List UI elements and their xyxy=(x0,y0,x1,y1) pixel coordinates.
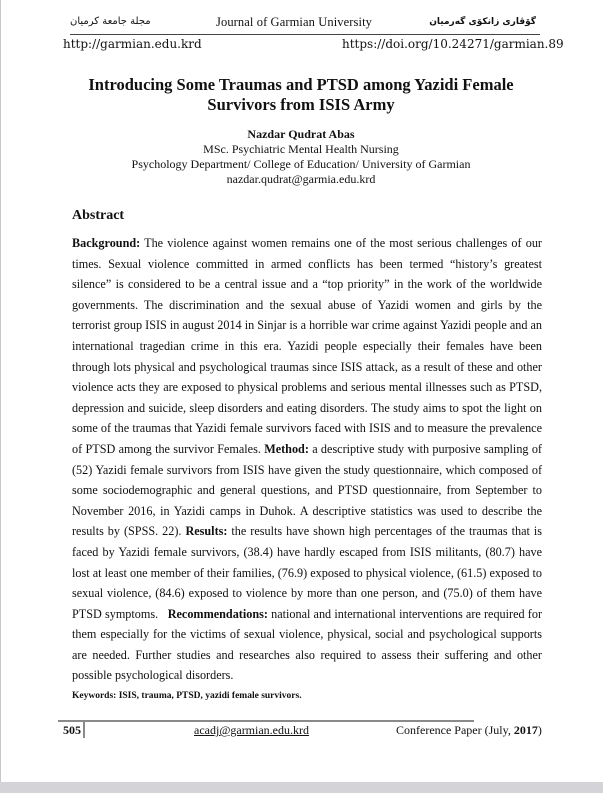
footer-divider xyxy=(83,722,85,738)
viewer-bottom-band xyxy=(0,782,603,793)
recommendations-label: Recommendations: xyxy=(167,606,268,621)
author-email: nazdar.qudrat@garmia.edu.krd xyxy=(226,172,376,186)
background-text: The violence against women remains one of the most serious challenges of our times. Sexual violence committed in armed conflicts has been termed “history’s greatest silence” is considered to be a central issue and a “top priority” in the work of the worldwide governments. The discrimination and the sexual abuse of Yazidi women and girls by the terrorist group ISIS in august 2014 in Sinjar is a horrible war crime against Yazidi people and an international tragedian crime in this era. Yazidi people especially their females have been through lots physical and psychological traumas since ISIS attack, as a result of these and other violence acts they are exposed to physical problems and serious mental illnesses such as PTSD, depression and suicide, sleep disorders and eating disorders. The study aims to spot the light on some of the traumas that Yazidi female survivors faced with ISIS and to measure the prevalence of PTSD among the survivor Females. xyxy=(72,236,542,456)
results-label: Results: xyxy=(185,524,228,539)
conference-year: 2017 xyxy=(513,723,538,737)
method-label: Method: xyxy=(264,441,309,456)
paper-title xyxy=(72,75,530,115)
page-left-edge xyxy=(0,0,1,782)
footer-email-link[interactable]: acadj@garmian.edu.krd xyxy=(194,723,310,737)
doi-link[interactable]: https://doi.org/10.24271/garmian.89 xyxy=(342,37,564,51)
recommendations-text: national and international interventions are required for them especially for the victims of sexual violence, physical, social and psychological supports are needed. Further studies and researches also required to assess their suffering and other possible psychological disorders. xyxy=(72,606,542,683)
author-block xyxy=(72,127,530,187)
author-affiliation: Psychology Department/ College of Education/ University of Garmian xyxy=(131,157,471,171)
conference-label xyxy=(396,723,542,738)
abstract-body xyxy=(72,233,546,686)
author-name: Nazdar Qudrat Abas xyxy=(247,127,355,141)
keywords: Keywords: ISIS, trauma, PTSD, yazidi female survivors. xyxy=(72,691,302,701)
paper-title-line-1: Introducing Some Traumas and PTSD among Yazidi Female xyxy=(88,75,514,94)
method-text: a descriptive study with purposive sampling of (52) Yazidi female survivors from ISIS have given the study questionnaire, which composed of some sociodemographic and general questions, and PTSD questionnaire, from September to November 2016, in Yazidi camps in Duhok. A descriptive statistics was used to describe the results by (SPSS. 22). xyxy=(72,441,542,539)
conference-suffix: ) xyxy=(537,723,542,737)
journal-title: Journal of Garmian University xyxy=(216,15,372,29)
arabic-journal-title: مجلة جامعة كرميان xyxy=(70,16,151,27)
site-url-link[interactable]: http://garmian.edu.krd xyxy=(63,37,202,51)
journal-header xyxy=(70,14,540,35)
background-label: Background: xyxy=(72,236,141,250)
conference-prefix: Conference Paper (July, xyxy=(396,723,514,737)
kurdish-journal-title: گۆڤاری زانكۆی گەرمیان xyxy=(429,17,536,27)
results-text: the results have shown high percentages of the traumas that is faced by Yazidi female survivors, (38.4) have hardly escaped from ISIS militants, (80.7) have lost at least one member of their families, (76.9) exposed to physical violence, (61.5) exposed to sexual violence, (84.6) exposed to violence by more than one person, and (75.0) of them have PTSD symptoms. xyxy=(72,524,546,621)
page-number: 505 xyxy=(63,723,81,737)
author-degree: MSc. Psychiatric Mental Health Nursing xyxy=(203,142,399,156)
paper-title-line-2: Survivors from ISIS Army xyxy=(207,95,395,114)
abstract-heading: Abstract xyxy=(72,208,125,223)
footer-rule xyxy=(58,720,474,722)
